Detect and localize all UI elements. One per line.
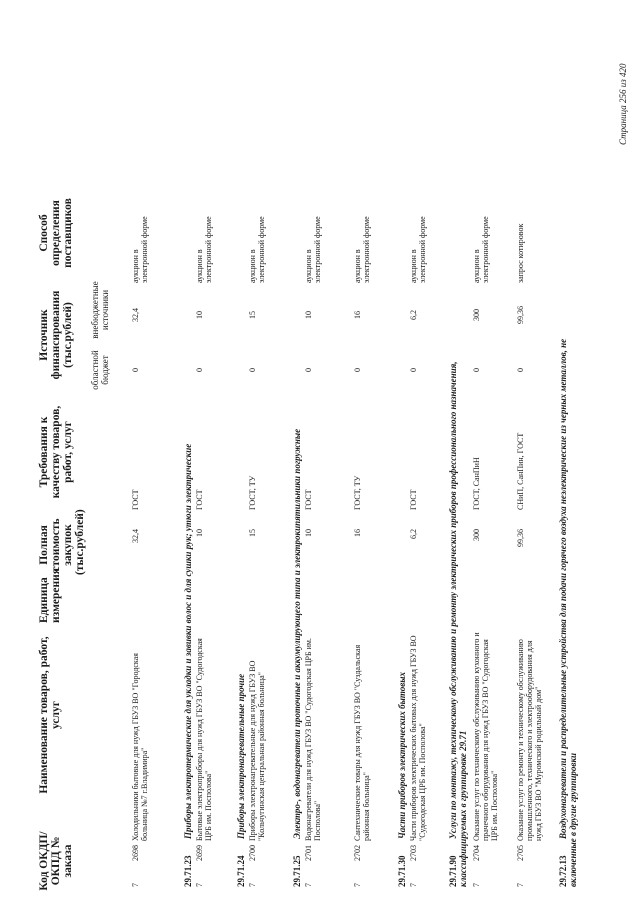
row-total: 6,2 (409, 529, 418, 539)
header-method: Способ определения поставщиков (38, 198, 74, 268)
row-regional-budget: 0 (304, 368, 313, 372)
group-code: 29.71.25 (292, 855, 302, 887)
row-requirements: ГОСТ (409, 489, 418, 510)
row-requirements: ГОСТ, СанПиН (472, 457, 481, 510)
group-heading (448, 327, 468, 887)
row-total: 99,36 (516, 529, 525, 547)
row-code: 7 (472, 883, 481, 887)
row-number: 2703 (409, 845, 418, 861)
group-heading (236, 674, 246, 887)
row-method: аукцион в электронной форме (248, 216, 266, 283)
page-number: Страница 256 из 420 (618, 63, 628, 145)
group-code: 29.72.13 (558, 855, 568, 887)
row-code: 7 (131, 883, 140, 887)
row-total: 10 (304, 529, 313, 537)
group-name: Приборы электротермические для укладки и завивки волос и для сушки рук; утюги электрические (183, 443, 193, 839)
group-heading (558, 327, 578, 887)
row-requirements: ГОСТ (195, 489, 204, 510)
header-financing: Источник финансирования (тыс.рублей) (38, 290, 74, 380)
group-name: Части приборов электрических бытовых (397, 671, 407, 839)
row-extrabudget: 10 (195, 311, 204, 319)
row-requirements: ГОСТ (304, 489, 313, 510)
row-number: 2698 (131, 845, 140, 861)
row-number: 2702 (353, 845, 362, 861)
row-method: аукцион в электронной форме (472, 216, 490, 283)
row-code: 7 (353, 883, 362, 887)
group-code: 29.71.23 (183, 855, 193, 887)
group-code: 29.71.30 (397, 855, 407, 887)
header-requirements: Требования к качеству товаров, работ, услуг (38, 405, 74, 499)
row-extrabudget: 32,4 (131, 308, 140, 322)
row-number: 2699 (195, 845, 204, 861)
group-code: 29.71.24 (236, 855, 246, 887)
row-method: аукцион в электронной форме (304, 216, 322, 283)
row-total: 300 (472, 529, 481, 541)
row-extrabudget: 15 (248, 311, 257, 319)
row-number: 2700 (248, 845, 257, 861)
row-method: аукцион в электронной форме (195, 216, 213, 283)
header-total: Полная стоимость закупок (тыс.рублей) (38, 509, 86, 575)
row-number: 2704 (472, 845, 481, 861)
row-name: Сантехнические товары для нужд ГБУЗ ВО "Суздальская районная больница" (353, 644, 371, 841)
row-regional-budget: 0 (131, 368, 140, 372)
row-requirements: СНиП, СанПин, ГОСТ (516, 432, 525, 510)
header-extrabudget: внебюджетные источники (90, 281, 110, 339)
group-name: Электро-, водонагреватели проточные и аккумулирующего типа и электрокипятильники погружные (292, 428, 302, 839)
row-code: 7 (248, 883, 257, 887)
row-code: 7 (409, 883, 418, 887)
row-name: Оказание услуг по техническому обслуживанию кухонного и прачечного оборудования для нужд ГБУЗ ВО "Судогодская ЦРБ им. Посполова" (472, 632, 499, 841)
row-name: Приборы электронагревательные для нужд ГБУЗ ВО "Кольчугинская центральная районная больница" (248, 660, 266, 841)
group-name: Приборы электронагревательные прочие (236, 673, 246, 839)
header-regional-budget: областной бюджет (90, 350, 110, 390)
row-regional-budget: 0 (195, 368, 204, 372)
row-name: Водонагреватели для нужд ГБУЗ ВО "Судогодская ЦРБ им. Посполова" (304, 638, 322, 841)
row-method: аукцион в электронной форме (409, 216, 427, 283)
header-code: Код ОКДП/ ОКПД № заказа (38, 831, 74, 891)
group-code: 29.71.90 (448, 855, 458, 887)
group-name: Воздухонагреватели и распределительные устройства для подачи горячего воздуха неэлектрические из черных металлов, не включенные в другие группировки (558, 338, 578, 887)
row-total: 15 (248, 529, 257, 537)
row-extrabudget: 10 (304, 311, 313, 319)
row-extrabudget: 6,2 (409, 310, 418, 320)
row-name: Оказание услуг по ремонту и техническому обслуживанию промышленного, технического и электрооборудования для нужд ГБУЗ ВО "Муромский родильный дом" (516, 639, 543, 841)
row-method: аукцион в электронной форме (131, 216, 149, 283)
row-name: Части приборов электрических бытовых для нужд ГБУЗ ВО "Судогодская ЦРБ им. Посполова" (409, 635, 427, 841)
row-code: 7 (304, 883, 313, 887)
row-code: 7 (516, 883, 525, 887)
group-name: Услуги по монтажу, техническому обслуживанию и ремонту электрических приборов профессионального назначения, классифицируемых в группировке 29.71 (448, 361, 468, 887)
row-name: Холодильники бытовые для нужд ГБУЗ ВО "Городская больница №7 г.Владимира" (131, 653, 149, 841)
row-extrabudget: 300 (472, 309, 481, 321)
row-method: запрос котировок (516, 223, 525, 283)
row-requirements: ГОСТ, ТУ (353, 475, 362, 510)
row-method: аукцион в электронной форме (353, 216, 371, 283)
row-requirements: ГОСТ (131, 489, 140, 510)
row-regional-budget: 0 (409, 368, 418, 372)
row-code: 7 (195, 883, 204, 887)
row-regional-budget: 0 (472, 368, 481, 372)
group-heading (292, 429, 302, 887)
row-total: 32,4 (131, 529, 140, 543)
row-total: 16 (353, 529, 362, 537)
group-heading (397, 672, 407, 887)
row-number: 2705 (516, 845, 525, 861)
row-name: Бытовые электроприборы для нужд ГБУЗ ВО "Судогодская ЦРБ им. Посполова" (195, 638, 213, 841)
row-total: 10 (195, 529, 204, 537)
row-extrabudget: 99,36 (516, 306, 525, 324)
row-regional-budget: 0 (248, 368, 257, 372)
row-regional-budget: 0 (353, 368, 362, 372)
header-name: Наименование товаров, работ, услуг (38, 636, 62, 794)
row-requirements: ГОСТ, ТУ (248, 475, 257, 510)
header-unit: Единица измерения (38, 568, 62, 623)
row-regional-budget: 0 (516, 368, 525, 372)
row-number: 2701 (304, 845, 313, 861)
row-extrabudget: 16 (353, 311, 362, 319)
group-heading (183, 444, 193, 887)
